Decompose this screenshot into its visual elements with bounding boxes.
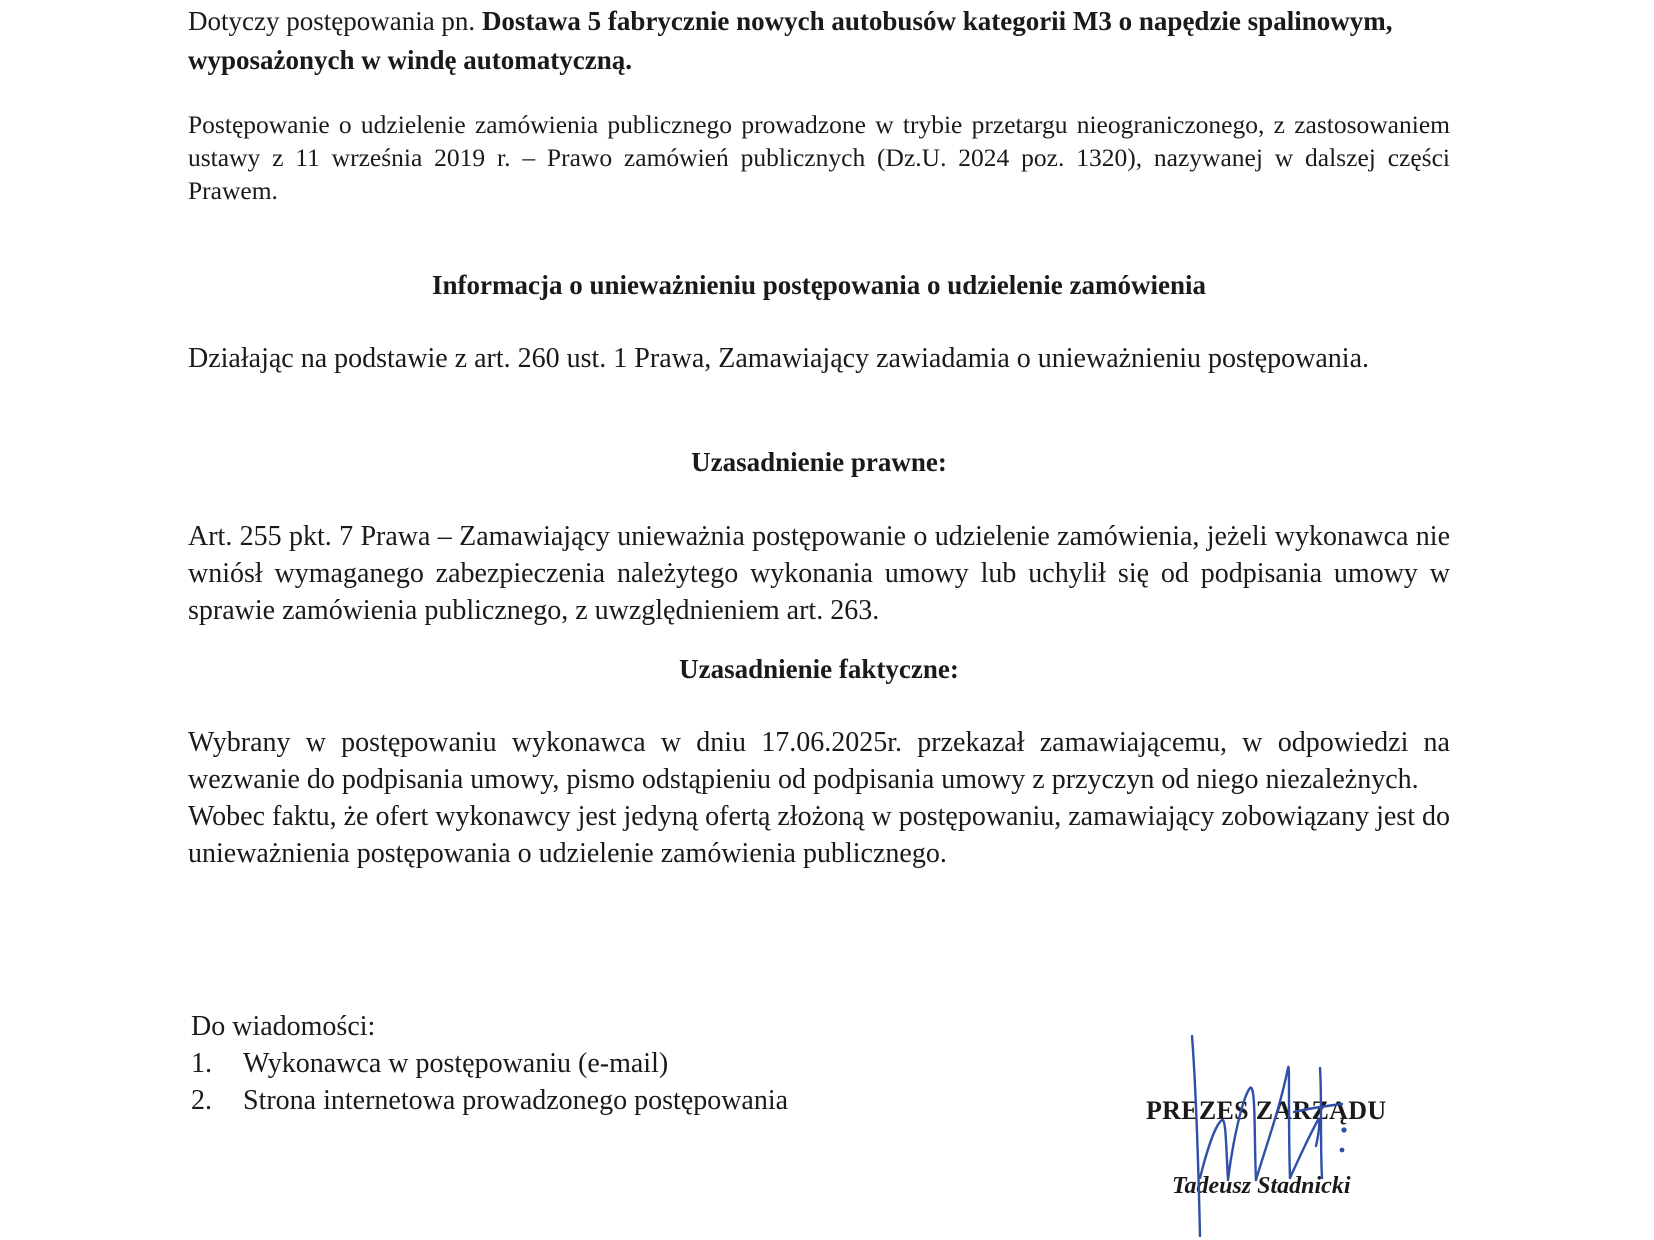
- signatory-name: Tadeusz Stadnicki: [1172, 1173, 1351, 1199]
- distribution-list: [191, 1008, 788, 1119]
- signatory-title: PREZES ZARZĄDU: [1146, 1096, 1387, 1125]
- list-item-number: 1.: [191, 1048, 212, 1079]
- list-item: [191, 1082, 788, 1119]
- subject-line: [188, 2, 1450, 80]
- legal-justification-heading: Uzasadnienie prawne:: [691, 447, 947, 477]
- distribution-label: Do wiadomości:: [191, 1011, 376, 1042]
- factual-paragraph-1: Wybrany w postępowaniu wykonawca w dniu 17.06.2025r. przekazał zamawiającemu, w odpowiedzi na wezwanie do podpisania umowy, pismo odstąpieniu od podpisania umowy z przyczyn od niego niezależnych.: [188, 727, 1450, 795]
- list-item-number: 2.: [191, 1085, 212, 1116]
- subject-title: Dostawa 5 fabrycznie nowych autobusów kategorii M3 o napędzie spalinowym, wyposażonych w windę automatyczną.: [188, 6, 1393, 75]
- signature-dot: [1341, 1127, 1346, 1132]
- legal-justification-text: Art. 255 pkt. 7 Prawa – Zamawiający unieważnia postępowanie o udzielenie zamówienia, jeżeli wykonawca nie wniósł wymaganego zabezpieczenia należytego wykonania umowy lub uchylił się od podpisania umowy w sprawie zamówienia publicznego, z uwzględnieniem art. 263.: [188, 521, 1450, 626]
- list-item-text: Strona internetowa prowadzonego postępowania: [243, 1085, 789, 1116]
- subject-prefix: Dotyczy postępowania pn.: [188, 6, 482, 36]
- list-item-text: Wykonawca w postępowaniu (e-mail): [243, 1048, 669, 1079]
- list-item: [191, 1045, 788, 1082]
- factual-justification-text: [188, 724, 1450, 872]
- factual-paragraph-2: Wobec faktu, że ofert wykonawcy jest jedyną ofertą złożoną w postępowaniu, zamawiający zobowiązany jest do unieważnienia postępowania o udzielenie zamówienia publicznego.: [188, 801, 1450, 869]
- handwritten-signature: [1170, 1028, 1370, 1240]
- legal-basis-paragraph: Postępowanie o udzielenie zamówienia publicznego prowadzone w trybie przetargu nieograniczonego, z zastosowaniem ustawy z 11 września 2019 r. – Prawo zamówień publicznych (Dz.U. 2024 poz. 1320), nazywanej w dalszej części Prawem.: [188, 110, 1450, 205]
- factual-justification-heading: Uzasadnienie faktyczne:: [679, 654, 959, 684]
- main-heading: Informacja o unieważnieniu postępowania o udzielenie zamówienia: [432, 270, 1206, 300]
- signature-dot: [1340, 1148, 1345, 1153]
- signature-strokes: [1192, 1036, 1342, 1236]
- decision-paragraph: Działając na podstawie z art. 260 ust. 1 Prawa, Zamawiający zawiadamia o unieważnieniu postępowania.: [188, 343, 1369, 374]
- distribution-items: [191, 1045, 788, 1119]
